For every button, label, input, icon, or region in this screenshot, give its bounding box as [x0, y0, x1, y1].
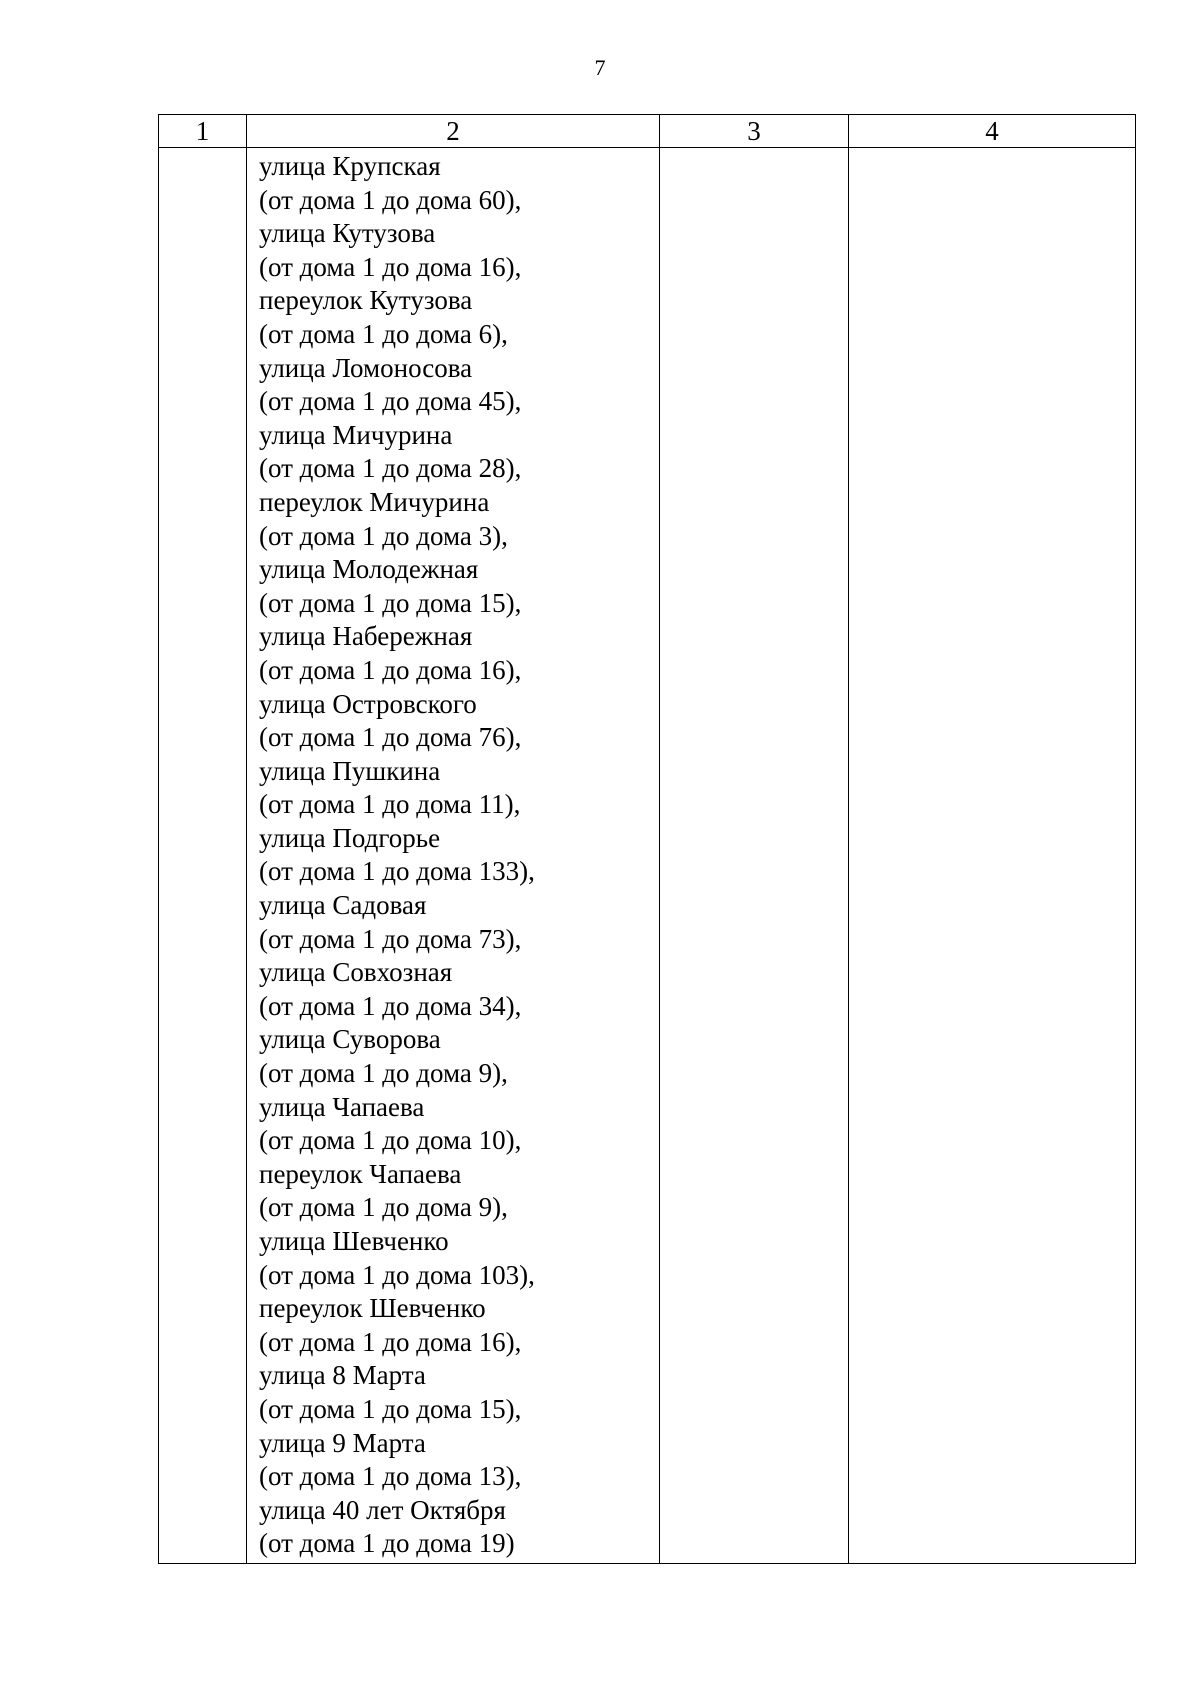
- house-range: (от дома 1 до дома 34),: [259, 990, 522, 1021]
- document-table: [158, 114, 1136, 1564]
- street-name: переулок Шевченко: [259, 1293, 486, 1324]
- house-range: (от дома 1 до дома 15),: [259, 1393, 522, 1424]
- street-name: улица Суворова: [259, 1024, 441, 1055]
- table-cell-col4: [849, 148, 1136, 1564]
- table-cell-col1: [159, 148, 247, 1564]
- street-name: улица Молодежная: [259, 554, 479, 585]
- table-cell-col3: [660, 148, 849, 1564]
- column-header-2: 2: [247, 115, 660, 148]
- house-range: (от дома 1 до дома 15),: [259, 587, 522, 618]
- street-name: улица Садовая: [259, 890, 427, 921]
- street-name: переулок Кутузова: [259, 285, 473, 316]
- street-name: улица 40 лет Октября: [259, 1494, 506, 1525]
- house-range: (от дома 1 до дома 6),: [259, 318, 508, 349]
- column-header-1: 1: [159, 115, 247, 148]
- table-cell-col2: [247, 148, 660, 1564]
- street-name: улица 9 Марта: [259, 1427, 426, 1458]
- house-range: (от дома 1 до дома 19): [259, 1528, 515, 1559]
- table-header-row: [159, 115, 1136, 148]
- house-range: (от дома 1 до дома 60),: [259, 184, 522, 215]
- column-header-4: 4: [849, 115, 1136, 148]
- street-name: улица 8 Марта: [259, 1360, 426, 1391]
- house-range: (от дома 1 до дома 103),: [259, 1259, 535, 1290]
- street-name: улица Пушкина: [259, 755, 441, 786]
- street-name: переулок Чапаева: [259, 1158, 462, 1189]
- street-name: улица Крупская: [259, 151, 441, 181]
- street-name: улица Подгорье: [259, 822, 441, 853]
- street-name: улица Набережная: [259, 621, 473, 652]
- street-name: переулок Мичурина: [259, 486, 490, 517]
- house-range: (от дома 1 до дома 9),: [259, 1192, 508, 1223]
- house-range: (от дома 1 до дома 73),: [259, 923, 522, 954]
- street-name: улица Ломоносова: [259, 352, 473, 383]
- house-range: (от дома 1 до дома 9),: [259, 1058, 508, 1089]
- house-range: (от дома 1 до дома 28),: [259, 453, 522, 484]
- house-range: (от дома 1 до дома 76),: [259, 722, 522, 753]
- street-name: улица Чапаева: [259, 1091, 425, 1122]
- house-range: (от дома 1 до дома 11),: [259, 789, 521, 820]
- house-range: (от дома 1 до дома 133),: [259, 856, 535, 887]
- house-range: (от дома 1 до дома 16),: [259, 251, 522, 282]
- table-row: [159, 148, 1136, 1564]
- house-range: (от дома 1 до дома 16),: [259, 654, 522, 685]
- house-range: (от дома 1 до дома 45),: [259, 386, 522, 417]
- page-number: 7: [594, 55, 606, 80]
- column-header-3: 3: [660, 115, 849, 148]
- house-range: (от дома 1 до дома 13),: [259, 1461, 522, 1492]
- street-name: улица Совхозная: [259, 957, 453, 988]
- street-name: улица Кутузова: [259, 218, 436, 249]
- house-range: (от дома 1 до дома 10),: [259, 1125, 522, 1156]
- house-range: (от дома 1 до дома 3),: [259, 520, 508, 551]
- street-list: [247, 148, 659, 1563]
- street-name: улица Островского: [259, 688, 477, 719]
- street-name: улица Мичурина: [259, 419, 453, 450]
- street-name: улица Шевченко: [259, 1226, 449, 1256]
- house-range: (от дома 1 до дома 16),: [259, 1326, 522, 1357]
